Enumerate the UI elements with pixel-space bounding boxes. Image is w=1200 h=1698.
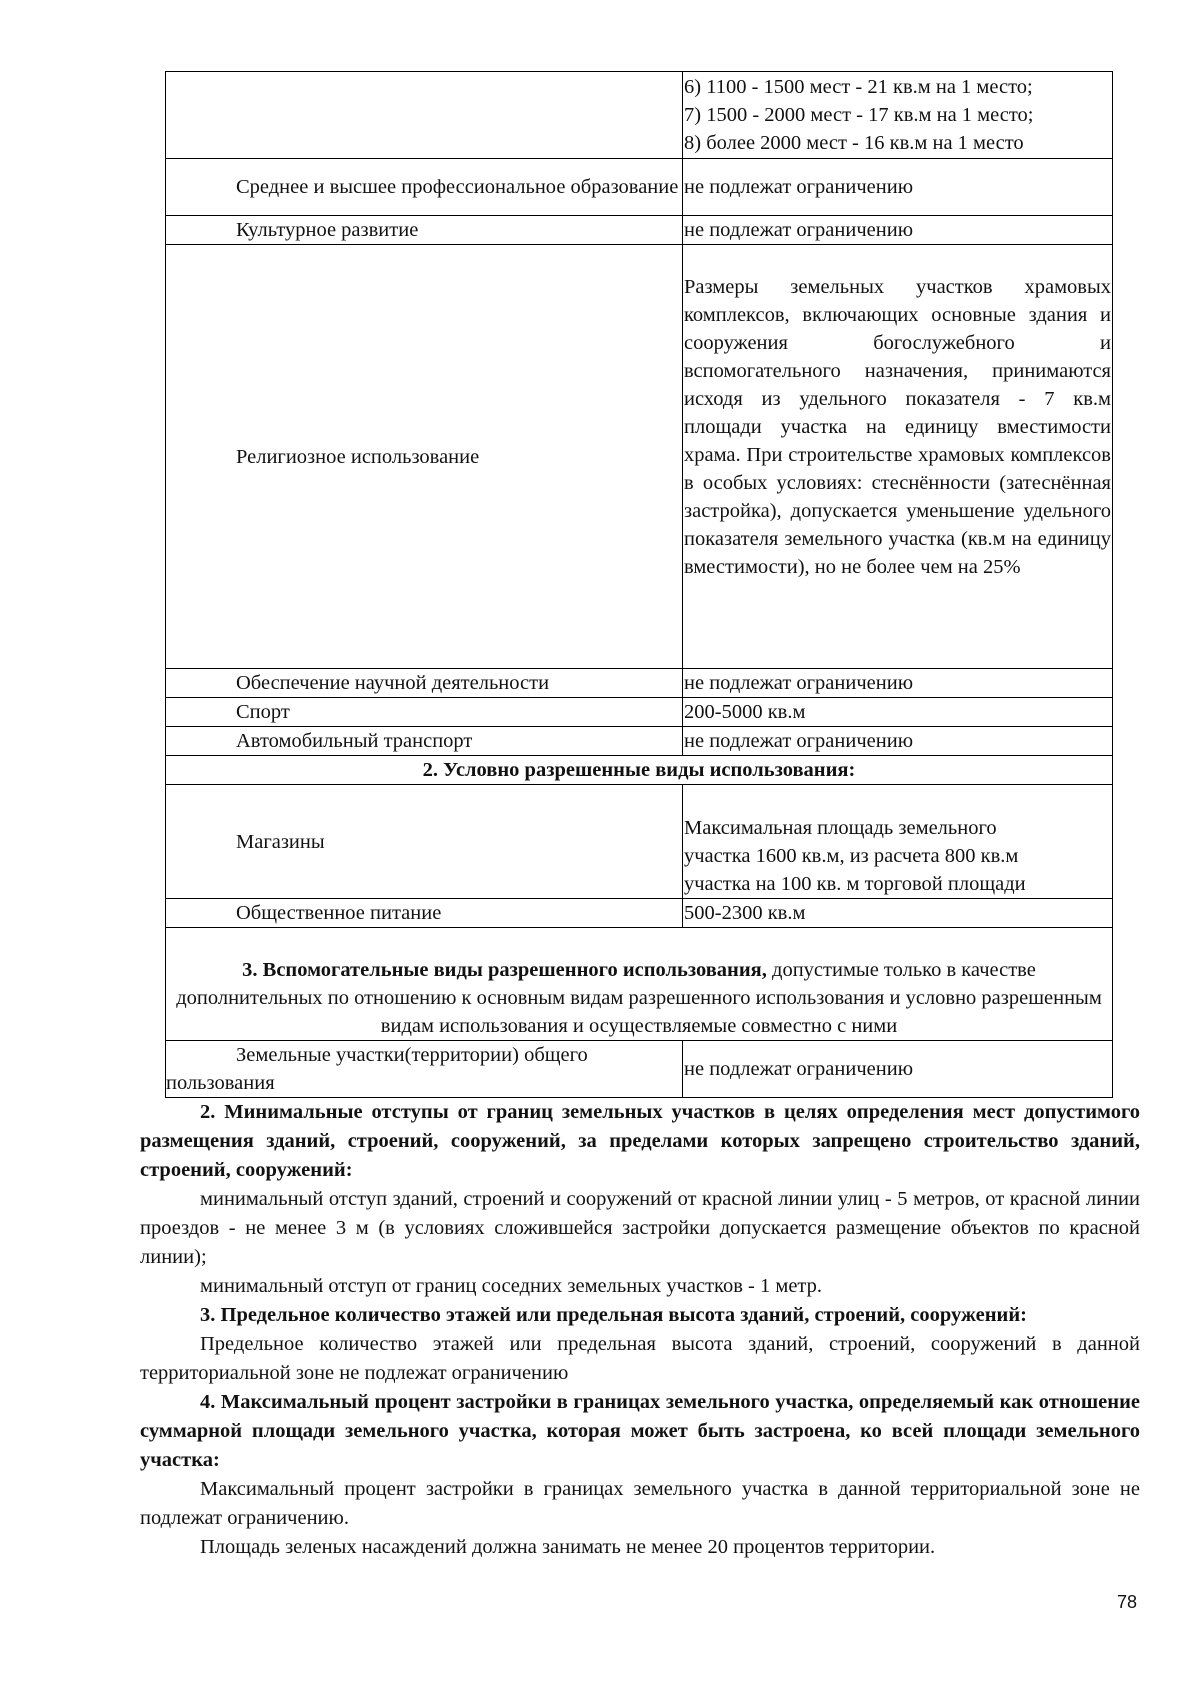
row-value: 200-5000 кв.м bbox=[683, 698, 1113, 727]
capacity-line: 7) 1500 - 2000 мест - 17 кв.м на 1 место; bbox=[684, 104, 1034, 126]
table-row bbox=[166, 159, 1113, 216]
heading-floors: 3. Предельное количество этажей или предельная высота зданий, строений, сооружений: bbox=[200, 1304, 1027, 1326]
paragraph: Площадь зеленых насаждений должна занимать не менее 20 процентов территории. bbox=[200, 1536, 936, 1558]
paragraph: Максимальный процент застройки в границах земельного участка в данной территориальной зоне не подлежат ограничению. bbox=[140, 1478, 1140, 1529]
row-name: Среднее и высшее профессиональное образование bbox=[166, 159, 683, 216]
section-auxiliary-text: допустимые только в качестве дополнительных по отношению к основным видам разрешенного использования и условно разрешенным видам использования и осуществляемые совместно с ними bbox=[176, 959, 1102, 1037]
table-row bbox=[166, 216, 1113, 245]
row-value: не подлежат ограничению bbox=[683, 1041, 1113, 1098]
value-line: Максимальная площадь земельного bbox=[684, 817, 997, 839]
table-row bbox=[166, 245, 1113, 669]
page-number: 78 bbox=[1116, 1592, 1137, 1612]
paragraph: минимальный отступ зданий, строений и сооружений от красной линии улиц - 5 метров, от красной линии проездов - не менее 3 м (в условиях сложившейся застройки допускается размещение объектов по красной линии); bbox=[140, 1188, 1140, 1268]
row-name: Спорт bbox=[166, 698, 683, 727]
value-line: участка на 100 кв. м торговой площади bbox=[684, 873, 1026, 895]
row-name: Общественное питание bbox=[166, 899, 683, 928]
heading-coverage: 4. Максимальный процент застройки в границах земельного участка, определяемый как отношение суммарной площади земельного участка, которая может быть застроена, ко всей площади земельного участка: bbox=[140, 1391, 1140, 1471]
row-value: Размеры земельных участков храмовых комплексов, включающих основные здания и сооружения богослужебного и вспомогательного назначения, принимаются исходя из удельного показателя - 7 кв.м площади участка на единицу вместимости храма. При строительстве храмовых комплексов в особых условиях: стеснённости (затеснённая застройка), допускается уменьшение удельного показателя земельного участка (кв.м на единицу вместимости), но не более чем на 25% bbox=[683, 245, 1113, 669]
section-auxiliary bbox=[166, 928, 1113, 1041]
table-row bbox=[166, 1041, 1113, 1098]
row-name: Магазины bbox=[166, 785, 683, 899]
row-value: не подлежат ограничению bbox=[683, 159, 1113, 216]
capacity-norms bbox=[683, 72, 1113, 159]
row-name-empty bbox=[166, 72, 683, 159]
table-row bbox=[166, 72, 1113, 159]
table-row bbox=[166, 785, 1113, 899]
land-use-table bbox=[165, 71, 1113, 1098]
table-row bbox=[166, 669, 1113, 698]
row-value: не подлежат ограничению bbox=[683, 727, 1113, 756]
row-name: Автомобильный транспорт bbox=[166, 727, 683, 756]
row-value: не подлежат ограничению bbox=[683, 216, 1113, 245]
section-auxiliary-title: 3. Вспомогательные виды разрешенного использования, bbox=[242, 959, 767, 981]
row-value: 500-2300 кв.м bbox=[683, 899, 1113, 928]
body-text bbox=[140, 1098, 1140, 1562]
paragraph: минимальный отступ от границ соседних земельных участков - 1 метр. bbox=[200, 1275, 823, 1297]
table-row bbox=[166, 727, 1113, 756]
table-row bbox=[166, 756, 1113, 785]
paragraph: Предельное количество этажей или предельная высота зданий, строений, сооружений в данной территориальной зоне не подлежат ограничению bbox=[140, 1333, 1140, 1384]
row-name: Религиозное использование bbox=[166, 245, 683, 669]
row-name: Культурное развитие bbox=[166, 216, 683, 245]
row-name: Земельные участки(территории) общего пользования bbox=[166, 1041, 683, 1098]
section-header: 2. Условно разрешенные виды использования: bbox=[166, 756, 1113, 785]
capacity-line: 6) 1100 - 1500 мест - 21 кв.м на 1 место; bbox=[684, 76, 1033, 98]
row-value: не подлежат ограничению bbox=[683, 669, 1113, 698]
table-row bbox=[166, 899, 1113, 928]
capacity-line: 8) более 2000 мест - 16 кв.м на 1 место bbox=[684, 132, 1024, 154]
row-value bbox=[683, 785, 1113, 899]
value-line: участка 1600 кв.м, из расчета 800 кв.м bbox=[684, 845, 1019, 867]
table-row bbox=[166, 928, 1113, 1041]
heading-setbacks: 2. Минимальные отступы от границ земельных участков в целях определения мест допустимого размещения зданий, строений, сооружений, за пределами которых запрещено строительство зданий, строений, сооружений: bbox=[140, 1101, 1140, 1181]
table-row bbox=[166, 698, 1113, 727]
row-name: Обеспечение научной деятельности bbox=[166, 669, 683, 698]
